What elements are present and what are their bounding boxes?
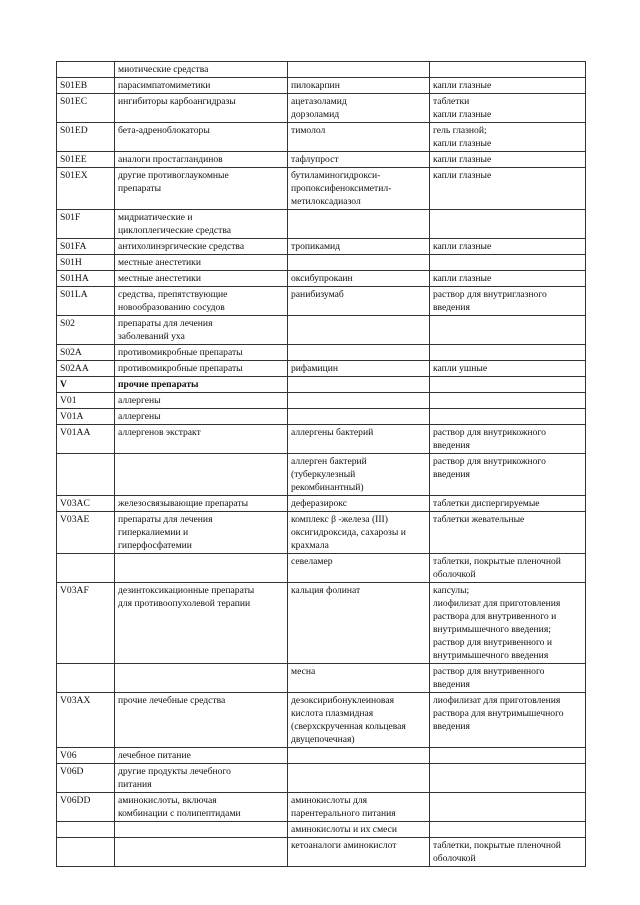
- dosage-form-cell: лиофилизат для приготовления раствора для внутримышечного введения: [430, 693, 586, 748]
- table-row: [57, 748, 586, 764]
- atc-code-cell: V03AC: [57, 496, 115, 512]
- group-name-cell: [115, 822, 288, 838]
- group-name-cell: прочие лечебные средства: [115, 693, 288, 748]
- dosage-form-cell: [430, 316, 586, 345]
- group-name-cell: местные анестетики: [115, 255, 288, 271]
- dosage-form-cell: [430, 822, 586, 838]
- dosage-form-cell: таблетки, покрытые пленочной оболочкой: [430, 554, 586, 583]
- dosage-form-cell: капли ушные: [430, 361, 586, 377]
- table-row: [57, 287, 586, 316]
- substance-cell: тимолол: [288, 123, 430, 152]
- substance-cell: бутиламиногидрокси- пропоксифеноксиметил- метилоксадиазол: [288, 168, 430, 210]
- dosage-form-cell: раствор для внутривенного введения: [430, 664, 586, 693]
- dosage-form-cell: [430, 393, 586, 409]
- substance-cell: аминокислоты для парентерального питания: [288, 793, 430, 822]
- substance-cell: пилокарпин: [288, 78, 430, 94]
- group-name-cell: [115, 664, 288, 693]
- atc-code-cell: V01: [57, 393, 115, 409]
- atc-code-cell: S01FA: [57, 239, 115, 255]
- group-name-cell: аминокислоты, включая комбинации с полипептидами: [115, 793, 288, 822]
- table-row: [57, 316, 586, 345]
- substance-cell: [288, 393, 430, 409]
- atc-code-cell: V03AF: [57, 583, 115, 664]
- substance-cell: ацетазоламид дорзоламид: [288, 94, 430, 123]
- table-row: [57, 239, 586, 255]
- substance-cell: [288, 345, 430, 361]
- dosage-form-cell: [430, 764, 586, 793]
- substance-cell: тропикамид: [288, 239, 430, 255]
- drug-classification-table: [56, 61, 586, 867]
- atc-code-cell: S01H: [57, 255, 115, 271]
- atc-code-cell: V03AX: [57, 693, 115, 748]
- dosage-form-cell: таблетки диспергируемые: [430, 496, 586, 512]
- substance-cell: [288, 62, 430, 78]
- group-name-cell: аналоги простагландинов: [115, 152, 288, 168]
- atc-code-cell: S01ED: [57, 123, 115, 152]
- atc-code-cell: V01AA: [57, 425, 115, 454]
- atc-code-cell: V06DD: [57, 793, 115, 822]
- substance-cell: дезоксирибонуклеиновая кислота плазмидная (сверхскрученная кольцевая двуцепочечная): [288, 693, 430, 748]
- substance-cell: [288, 210, 430, 239]
- atc-code-cell: [57, 822, 115, 838]
- group-name-cell: аллергенов экстракт: [115, 425, 288, 454]
- group-name-cell: препараты для лечения заболеваний уха: [115, 316, 288, 345]
- group-name-cell: противомикробные препараты: [115, 361, 288, 377]
- atc-code-cell: [57, 838, 115, 867]
- dosage-form-cell: [430, 210, 586, 239]
- table-row: [57, 554, 586, 583]
- atc-code-cell: S01EE: [57, 152, 115, 168]
- table-row: [57, 361, 586, 377]
- dosage-form-cell: раствор для внутриглазного введения: [430, 287, 586, 316]
- atc-code-cell: [57, 62, 115, 78]
- group-name-cell: [115, 554, 288, 583]
- substance-cell: комплекс β -железа (III) оксигидроксида, сахарозы и крахмала: [288, 512, 430, 554]
- group-name-cell: противомикробные препараты: [115, 345, 288, 361]
- table-row: [57, 123, 586, 152]
- table-row: [57, 693, 586, 748]
- group-name-cell: прочие препараты: [115, 377, 288, 393]
- dosage-form-cell: [430, 377, 586, 393]
- substance-cell: севеламер: [288, 554, 430, 583]
- table-row: [57, 168, 586, 210]
- dosage-form-cell: таблетки, покрытые пленочной оболочкой: [430, 838, 586, 867]
- group-name-cell: миотические средства: [115, 62, 288, 78]
- substance-cell: тафлупрост: [288, 152, 430, 168]
- group-name-cell: ингибиторы карбоангидразы: [115, 94, 288, 123]
- substance-cell: кетоаналоги аминокислот: [288, 838, 430, 867]
- group-name-cell: средства, препятствующие новообразованию сосудов: [115, 287, 288, 316]
- dosage-form-cell: капли глазные: [430, 271, 586, 287]
- table-row: [57, 583, 586, 664]
- table-row: [57, 496, 586, 512]
- table-row: [57, 377, 586, 393]
- table-row: [57, 512, 586, 554]
- atc-code-cell: V01A: [57, 409, 115, 425]
- atc-code-cell: S01EC: [57, 94, 115, 123]
- table-row: [57, 838, 586, 867]
- table-row: [57, 793, 586, 822]
- dosage-form-cell: гель глазной; капли глазные: [430, 123, 586, 152]
- table-row: [57, 425, 586, 454]
- group-name-cell: местные анестетики: [115, 271, 288, 287]
- table-row: [57, 764, 586, 793]
- atc-code-cell: V06D: [57, 764, 115, 793]
- atc-code-cell: S01HA: [57, 271, 115, 287]
- substance-cell: аминокислоты и их смеси: [288, 822, 430, 838]
- substance-cell: кальция фолинат: [288, 583, 430, 664]
- substance-cell: аллерген бактерий (туберкулезный рекомбинантный): [288, 454, 430, 496]
- table-row: [57, 664, 586, 693]
- dosage-form-cell: [430, 62, 586, 78]
- substance-cell: [288, 748, 430, 764]
- dosage-form-cell: [430, 793, 586, 822]
- substance-cell: рифамицин: [288, 361, 430, 377]
- table-row: [57, 152, 586, 168]
- atc-code-cell: [57, 664, 115, 693]
- atc-code-cell: S01F: [57, 210, 115, 239]
- table-row: [57, 345, 586, 361]
- group-name-cell: дезинтоксикационные препараты для противоопухолевой терапии: [115, 583, 288, 664]
- group-name-cell: препараты для лечения гиперкалиемии и гиперфосфатемии: [115, 512, 288, 554]
- dosage-form-cell: капли глазные: [430, 152, 586, 168]
- dosage-form-cell: капли глазные: [430, 239, 586, 255]
- substance-cell: деферазирокс: [288, 496, 430, 512]
- group-name-cell: лечебное питание: [115, 748, 288, 764]
- group-name-cell: антихолинэргические средства: [115, 239, 288, 255]
- substance-cell: месна: [288, 664, 430, 693]
- atc-code-cell: S02AA: [57, 361, 115, 377]
- table-row: [57, 78, 586, 94]
- atc-code-cell: S02: [57, 316, 115, 345]
- group-name-cell: мидриатические и циклоплегические средства: [115, 210, 288, 239]
- atc-code-cell: V03AE: [57, 512, 115, 554]
- dosage-form-cell: [430, 255, 586, 271]
- atc-code-cell: S01EX: [57, 168, 115, 210]
- table-row: [57, 822, 586, 838]
- atc-code-cell: [57, 554, 115, 583]
- group-name-cell: железосвязывающие препараты: [115, 496, 288, 512]
- group-name-cell: парасимпатомиметики: [115, 78, 288, 94]
- substance-cell: [288, 255, 430, 271]
- substance-cell: [288, 377, 430, 393]
- dosage-form-cell: таблетки капли глазные: [430, 94, 586, 123]
- dosage-form-cell: капсулы; лиофилизат для приготовления раствора для внутривенного и внутримышечного введения; раствор для внутривенного и внутримышечного введения: [430, 583, 586, 664]
- substance-cell: аллергены бактерий: [288, 425, 430, 454]
- substance-cell: [288, 764, 430, 793]
- dosage-form-cell: таблетки жевательные: [430, 512, 586, 554]
- substance-cell: оксибупрокаин: [288, 271, 430, 287]
- group-name-cell: аллергены: [115, 409, 288, 425]
- group-name-cell: [115, 454, 288, 496]
- dosage-form-cell: раствор для внутрикожного введения: [430, 425, 586, 454]
- atc-code-cell: [57, 454, 115, 496]
- atc-code-cell: S01LA: [57, 287, 115, 316]
- dosage-form-cell: капли глазные: [430, 78, 586, 94]
- dosage-form-cell: [430, 345, 586, 361]
- atc-code-cell: V06: [57, 748, 115, 764]
- table-row: [57, 271, 586, 287]
- table-row: [57, 62, 586, 78]
- group-name-cell: другие противоглаукомные препараты: [115, 168, 288, 210]
- table-row: [57, 454, 586, 496]
- substance-cell: [288, 316, 430, 345]
- table-row: [57, 393, 586, 409]
- dosage-form-cell: [430, 409, 586, 425]
- table-body: [57, 62, 586, 867]
- group-name-cell: аллергены: [115, 393, 288, 409]
- substance-cell: ранибизумаб: [288, 287, 430, 316]
- dosage-form-cell: раствор для внутрикожного введения: [430, 454, 586, 496]
- dosage-form-cell: [430, 748, 586, 764]
- dosage-form-cell: капли глазные: [430, 168, 586, 210]
- atc-code-cell: S01EB: [57, 78, 115, 94]
- atc-code-cell: S02A: [57, 345, 115, 361]
- group-name-cell: [115, 838, 288, 867]
- substance-cell: [288, 409, 430, 425]
- table-row: [57, 255, 586, 271]
- table-row: [57, 210, 586, 239]
- group-name-cell: другие продукты лечебного питания: [115, 764, 288, 793]
- group-name-cell: бета-адреноблокаторы: [115, 123, 288, 152]
- atc-code-cell: V: [57, 377, 115, 393]
- table-row: [57, 409, 586, 425]
- table-row: [57, 94, 586, 123]
